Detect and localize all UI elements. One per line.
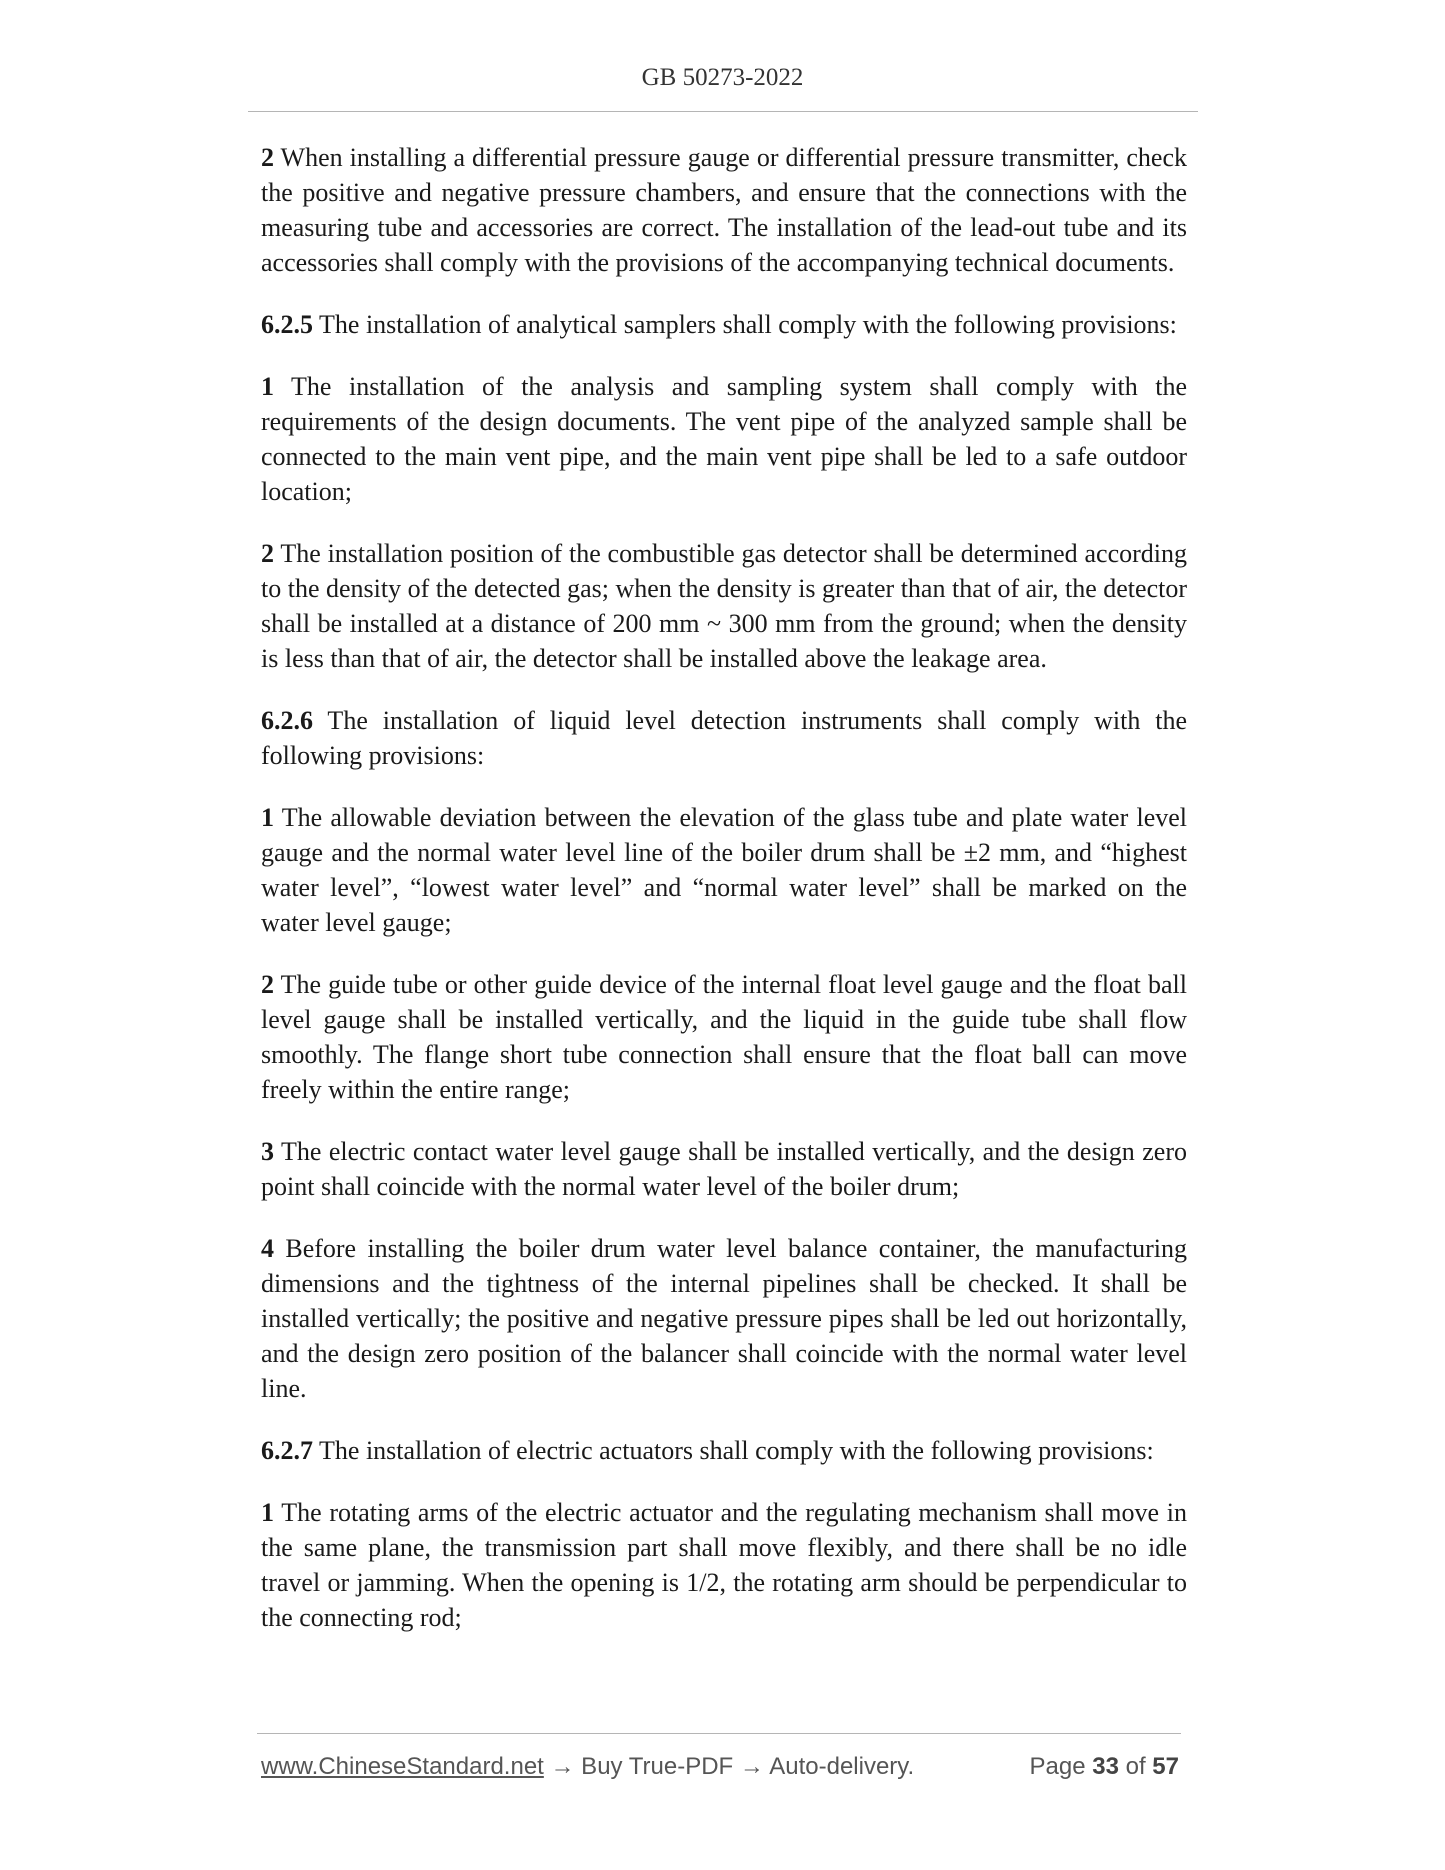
clause-paragraph	[261, 800, 1187, 940]
header-divider	[248, 111, 1198, 112]
clause-number: 1	[261, 1498, 274, 1527]
clause-number: 4	[261, 1234, 274, 1263]
footer-tagline: → Buy True-PDF → Auto-delivery.	[543, 1753, 915, 1780]
clause-text: The guide tube or other guide device of the internal float level gauge and the float ball level gauge shall be installed vertically, and the liquid in the guide tube shall flow smoothly. The flange short tube connection shall ensure that the float ball can move freely within the entire range;	[261, 970, 1187, 1104]
page-label: Page	[1029, 1753, 1093, 1780]
clause-text: When installing a differential pressure gauge or differential pressure transmitter, check the positive and negative pressure chambers, and ensure that the connections with the measuring tube and accessories are correct. The installation of the lead-out tube and its accessories shall comply with the provisions of the accompanying technical documents.	[261, 143, 1187, 277]
section-number: 6.2.5	[261, 310, 313, 339]
clause-paragraph	[261, 369, 1187, 509]
clause-number: 3	[261, 1137, 274, 1166]
page-of-label: of	[1118, 1753, 1153, 1780]
clause-paragraph	[261, 967, 1187, 1107]
website-link[interactable]: www.ChineseStandard.net	[261, 1753, 544, 1780]
page-total: 57	[1152, 1753, 1179, 1780]
clause-text: The installation position of the combustible gas detector shall be determined according to the density of the detected gas; when the density is greater than that of air, the detector shall be installed at a distance of 200 mm ~ 300 mm from the ground; when the density is less than that of air, the detector shall be installed above the leakage area.	[261, 539, 1187, 673]
section-heading	[261, 703, 1187, 773]
page-indicator	[1030, 1753, 1179, 1781]
page-footer	[261, 1753, 1179, 1787]
footer-promo	[261, 1753, 914, 1781]
clause-paragraph	[261, 140, 1187, 280]
clause-number: 2	[261, 970, 274, 999]
clause-text: Before installing the boiler drum water level balance container, the manufacturing dimensions and the tightness of the internal pipelines shall be checked. It shall be installed vertically; the positive and negative pressure pipes shall be led out horizontally, and the design zero position of the balancer shall coincide with the normal water level line.	[261, 1234, 1187, 1403]
clause-text: The rotating arms of the electric actuator and the regulating mechanism shall move in the same plane, the transmission part shall move flexibly, and there shall be no idle travel or jamming. When the opening is 1/2, the rotating arm should be perpendicular to the connecting rod;	[261, 1498, 1187, 1632]
clause-number: 2	[261, 539, 274, 568]
document-header: GB 50273-2022	[641, 64, 804, 91]
section-text: The installation of liquid level detection instruments shall comply with the following provisions:	[261, 706, 1187, 770]
clause-paragraph	[261, 1495, 1187, 1635]
section-text: The installation of electric actuators shall comply with the following provisions:	[313, 1436, 1154, 1465]
section-heading	[261, 1433, 1187, 1468]
document-body	[261, 140, 1187, 1662]
clause-paragraph	[261, 1231, 1187, 1406]
section-number: 6.2.7	[261, 1436, 313, 1465]
section-heading	[261, 307, 1187, 342]
section-number: 6.2.6	[261, 706, 313, 735]
page-current: 33	[1092, 1753, 1119, 1780]
footer-divider	[257, 1733, 1181, 1734]
clause-text: The electric contact water level gauge shall be installed vertically, and the design zero point shall coincide with the normal water level of the boiler drum;	[261, 1137, 1187, 1201]
clause-paragraph	[261, 536, 1187, 676]
clause-number: 1	[261, 803, 274, 832]
clause-paragraph	[261, 1134, 1187, 1204]
section-text: The installation of analytical samplers shall comply with the following provisions:	[313, 310, 1177, 339]
clause-number: 2	[261, 143, 274, 172]
clause-text: The allowable deviation between the elevation of the glass tube and plate water level gauge and the normal water level line of the boiler drum shall be ±2 mm, and “highest water level”, “lowest water level” and “normal water level” shall be marked on the water level gauge;	[261, 803, 1187, 937]
clause-number: 1	[261, 372, 274, 401]
clause-text: The installation of the analysis and sampling system shall comply with the requirements of the design documents. The vent pipe of the analyzed sample shall be connected to the main vent pipe, and the main vent pipe shall be led to a safe outdoor location;	[261, 372, 1187, 506]
